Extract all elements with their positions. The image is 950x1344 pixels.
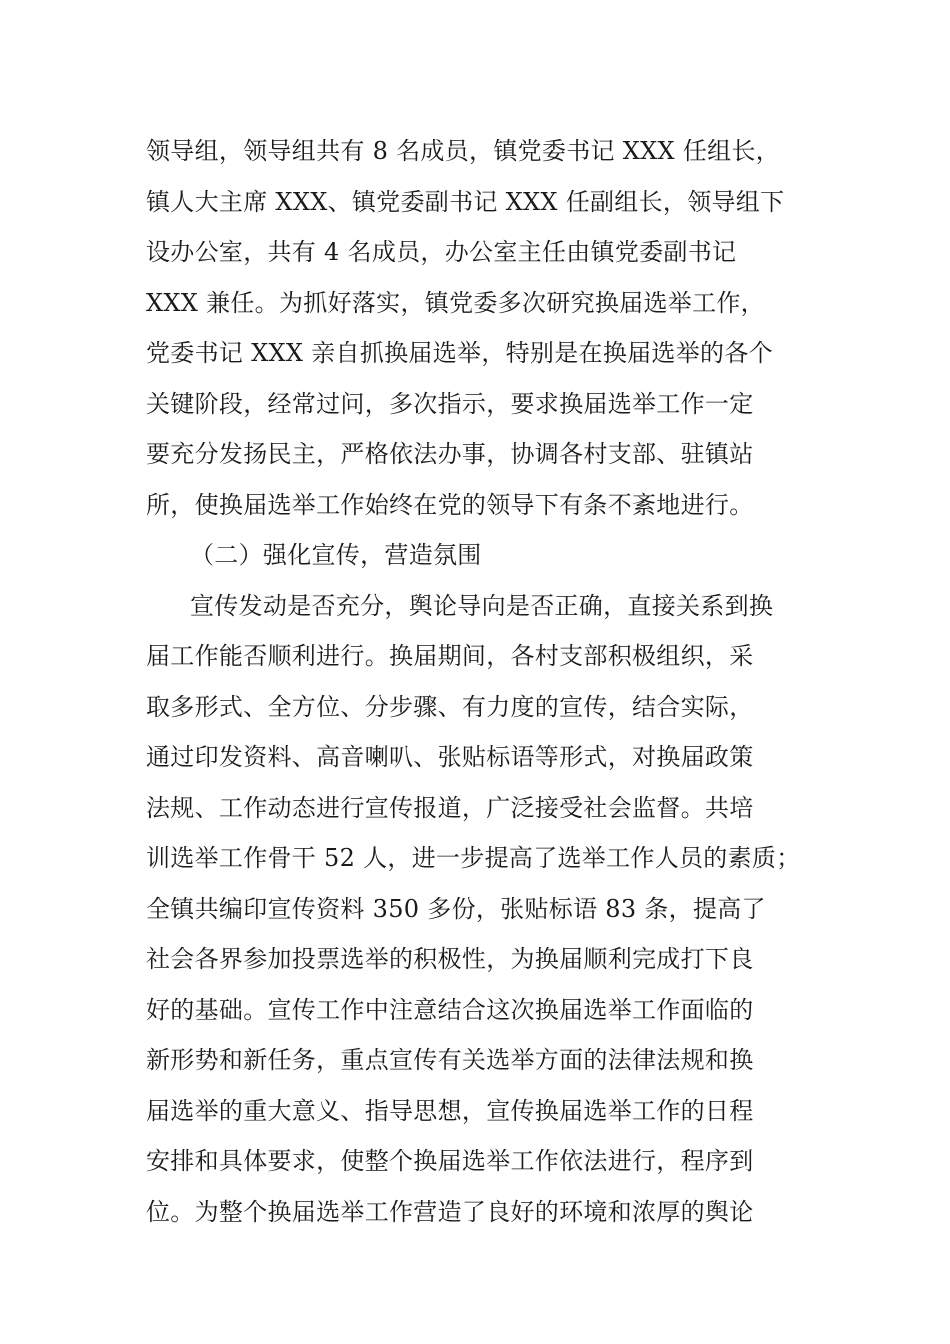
- text-line: XXX 兼任。为抓好落实，镇党委多次研究换届选举工作，: [146, 288, 765, 317]
- paragraph-publicity: [146, 581, 826, 1238]
- text-line: 所，使换届选举工作始终在党的领导下有条不紊地进行。: [146, 490, 754, 519]
- text-line: 全镇共编印宣传资料 350 多份，张贴标语 83 条，提高了: [146, 894, 766, 923]
- text-line: 要充分发扬民主，严格依法办事，协调各村支部、驻镇站: [146, 440, 754, 468]
- text-line: 届工作能否顺利进行。换届期间，各村支部积极组织，采: [146, 642, 754, 670]
- text-line: 训选举工作骨干 52 人，进一步提高了选举工作人员的素质；: [146, 844, 801, 872]
- text-line: 宣传发动是否充分，舆论导向是否正确，直接关系到换: [190, 591, 774, 620]
- document-body: [146, 126, 826, 1237]
- section-heading: （二）强化宣传，营造氛围: [190, 541, 482, 569]
- text-line: 关键阶段，经常过问，多次指示，要求换届选举工作一定: [146, 389, 754, 418]
- text-line: 取多形式、全方位、分步骤、有力度的宣传，结合实际，: [146, 692, 754, 721]
- text-line: 设办公室，共有 4 名成员，办公室主任由镇党委副书记: [146, 238, 737, 266]
- text-line: 位。为整个换届选举工作营造了良好的环境和浓厚的舆论: [146, 1197, 754, 1226]
- text-line: 党委书记 XXX 亲自抓换届选举，特别是在换届选举的各个: [146, 339, 773, 367]
- text-line: 安排和具体要求，使整个换届选举工作依法进行，程序到: [146, 1147, 754, 1175]
- text-line: 通过印发资料、高音喇叭、张贴标语等形式，对换届政策: [146, 743, 754, 771]
- text-line: 法规、工作动态进行宣传报道，广泛接受社会监督。共培: [146, 793, 754, 822]
- text-line: 好的基础。宣传工作中注意结合这次换届选举工作面临的: [146, 995, 754, 1024]
- text-line: 领导组，领导组共有 8 名成员，镇党委书记 XXX 任组长，: [146, 137, 781, 165]
- text-line: 新形势和新任务，重点宣传有关选举方面的法律法规和换: [146, 1046, 754, 1074]
- text-line: 社会各界参加投票选举的积极性，为换届顺利完成打下良: [146, 945, 754, 973]
- text-line: 届选举的重大意义、指导思想，宣传换届选举工作的日程: [146, 1096, 754, 1125]
- paragraph-leadership-group: [146, 126, 826, 530]
- text-line: 镇人大主席 XXX、镇党委副书记 XXX 任副组长，领导组下: [146, 187, 785, 216]
